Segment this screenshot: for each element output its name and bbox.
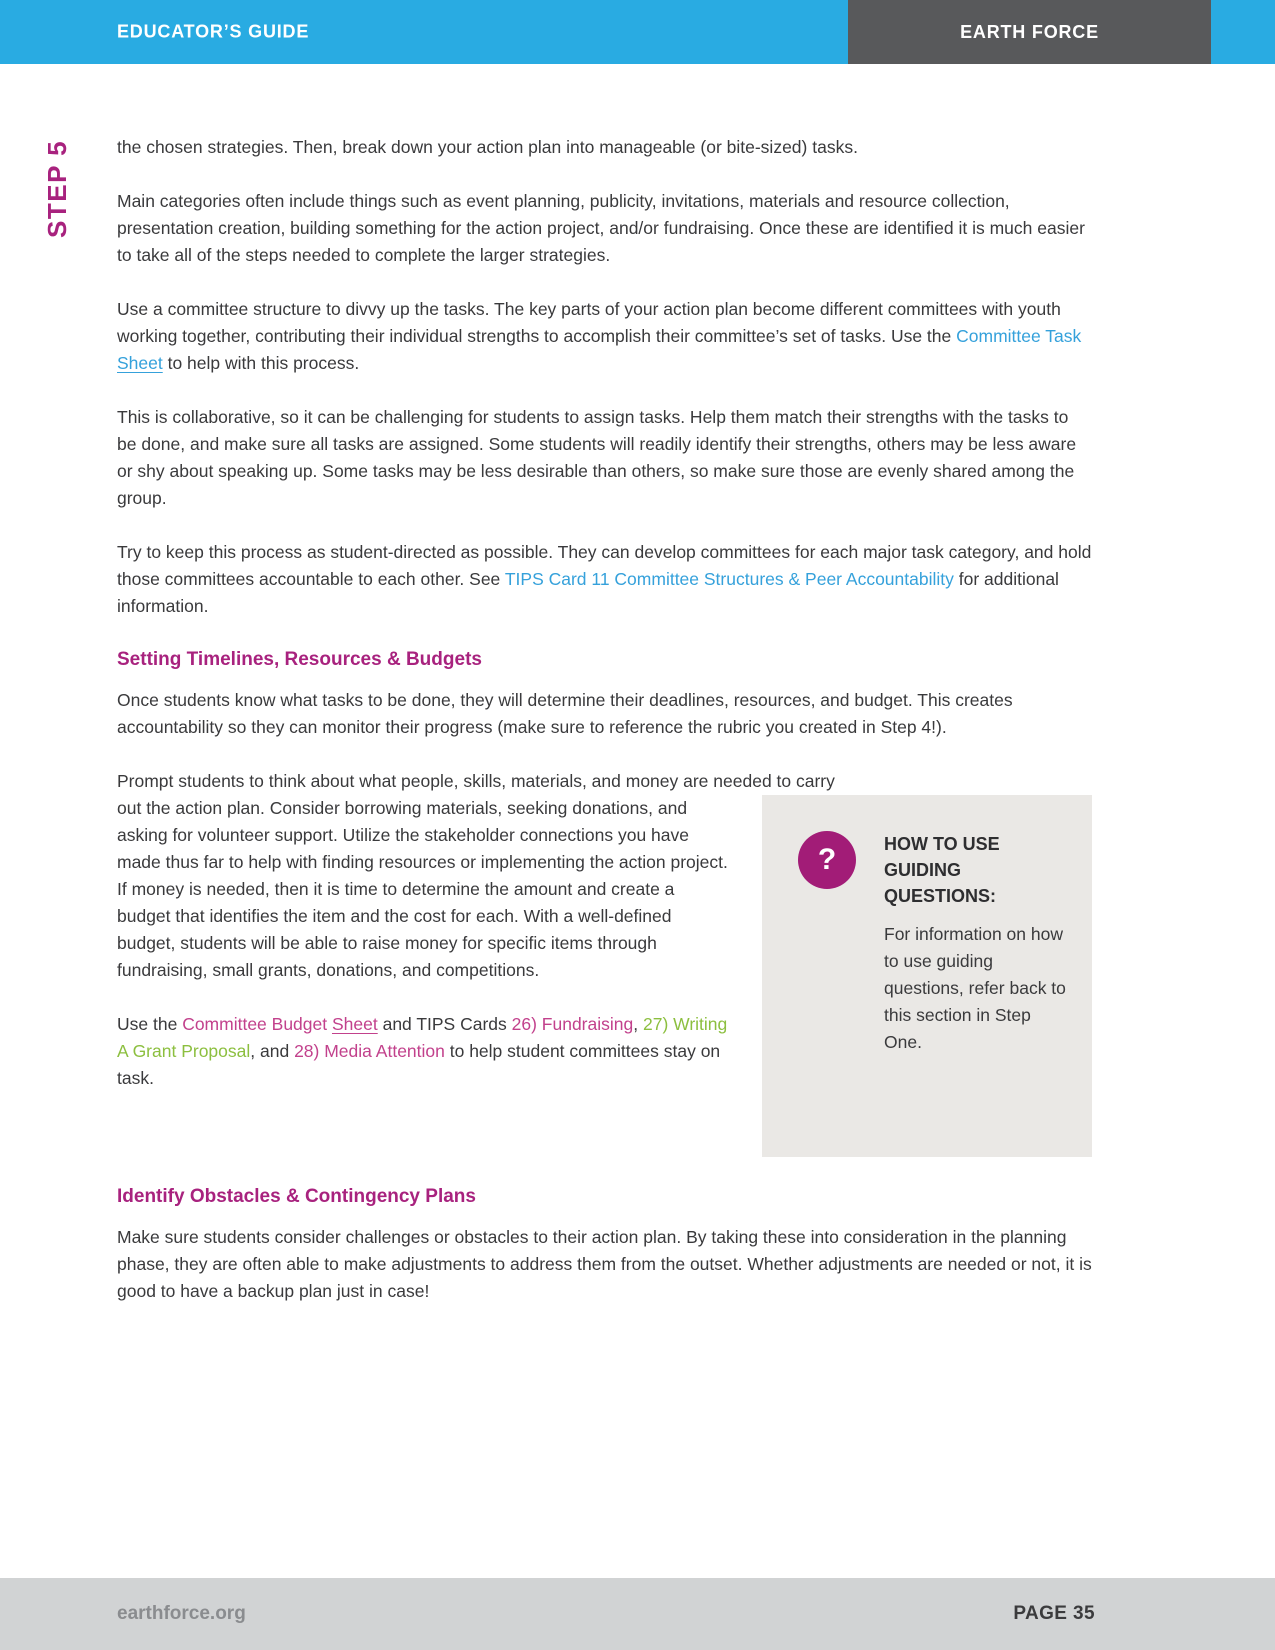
tips-card-26-fundraising-link[interactable]: 26) Fundraising [511, 1014, 634, 1034]
paragraph-prompt-rest: out the action plan. Consider borrowing materials, seeking donations, and asking for volunteer support. Utilize the stakeholder connections you have made thus far to help with finding resources or implementing the action project. If money is needed, then it is time to determine the amount and create a budget that identifies the item and the cost for each. With a well-defined budget, students will be able to raise money for specific items through fundraising, small grants, donations, and competitions. [117, 798, 728, 980]
paragraph-committee-budget-text: Use the [117, 1014, 183, 1034]
callout-text-column [884, 831, 1066, 1083]
paragraph-obstacles: Make sure students consider challenges or obstacles to their action plan. By taking these into consideration in the planning phase, they are often able to make adjustments to address them from the outset. Whether adjustments are needed or not, it is good to have a backup plan just in case! [117, 1227, 1092, 1301]
paragraph-student-directed-end: for additional information. [117, 569, 1059, 616]
committee-budget-link-text[interactable]: Committee Budget [182, 1014, 332, 1034]
paragraph-tips-cards-text: and TIPS Cards [377, 1014, 512, 1034]
question-mark-glyph: ? [817, 843, 837, 876]
committee-budget-sheet-underlined[interactable]: Sheet [331, 1014, 378, 1034]
paragraph-prompt-first-line: Prompt students to think about what people, skills, materials, and money are needed to carry [117, 771, 835, 791]
main-content [117, 134, 1092, 1332]
heading-setting-timelines: Setting Timelines, Resources & Budgets [117, 649, 482, 670]
question-mark-icon [798, 831, 856, 889]
callout-body: For information on how to use guiding questions, refer back to this section in Step One. [884, 924, 1066, 1052]
text-and-callout-row [117, 795, 1092, 1157]
paragraph-committee-budget-end: to help student committees stay on task. [117, 1041, 721, 1088]
paragraph-intro: the chosen strategies. Then, break down your action plan into manageable (or bite-sized) tasks. [117, 137, 858, 157]
tips-card-27-grant-proposal-link[interactable]: 27) Writing A Grant Proposal [117, 1014, 728, 1061]
callout-head [798, 831, 1066, 1083]
tips-card-28-media-attention-link[interactable]: 28) Media Attention [294, 1041, 445, 1061]
heading-identify-obstacles: Identify Obstacles & Contingency Plans [117, 1186, 476, 1207]
paragraph-committee-structure-text: Use a committee structure to divvy up the tasks. The key parts of your action plan become different committees with youth working together, contributing their individual strengths to accomplish their committee’s set of tasks. Use the [117, 299, 1061, 346]
paragraph-collaborative: This is collaborative, so it can be challenging for students to assign tasks. Help them match their strengths with the tasks to be done, and make sure all tasks are assigned. Some students will readily identify their strengths, others may be less aware or shy about speaking up. Some tasks may be less desirable than others, so make sure those are evenly shared among the group. [117, 407, 1077, 508]
brand-label: EARTH FORCE [960, 21, 1099, 42]
page-header [0, 0, 1275, 64]
callout-title: HOW TO USE GUIDING QUESTIONS: [884, 834, 1000, 906]
paragraph-committee-budget [117, 1011, 729, 1092]
committee-task-sheet-underlined[interactable]: Sheet [117, 353, 163, 373]
and-separator: , and [250, 1041, 295, 1061]
tips-card-11-link[interactable]: TIPS Card 11 Committee Structures & Peer Accountability [504, 569, 954, 589]
footer-site-url: earthforce.org [117, 1603, 246, 1624]
committee-task-link-text[interactable]: Committee Task [956, 326, 1082, 346]
brand-box [848, 0, 1211, 64]
paragraph-committee-structure-end: to help with this process. [162, 353, 360, 373]
paragraph-committee-structure [117, 296, 1092, 377]
paragraph-deadlines-budget: Once students know what tasks to be done, they will determine their deadlines, resources, and budget. This creates accountability so they can monitor their progress (make sure to reference the rubric you created in Step 4!). [117, 690, 1013, 737]
committee-budget-sheet-link[interactable] [182, 1014, 378, 1034]
paragraph-main-categories: Main categories often include things such as event planning, publicity, invitations, materials and resource collection, presentation creation, building something for the action project, and/or fundraising. Once these are identified it is much easier to take all of the steps needed to complete the larger strategies. [117, 191, 1085, 265]
header-title: EDUCATOR’S GUIDE [117, 21, 310, 42]
wrapped-text-column [117, 795, 729, 1157]
page-footer [0, 1578, 1275, 1650]
guiding-questions-callout [762, 795, 1092, 1157]
footer-page-number: PAGE 35 [1013, 1603, 1095, 1624]
paragraph-student-directed-text: Try to keep this process as student-directed as possible. They can develop committees for each major task category, and hold those committees accountable to each other. See [117, 542, 1092, 589]
comma-separator: , [633, 1014, 643, 1034]
paragraph-student-directed [117, 539, 1092, 620]
step-label: STEP 5 [42, 139, 72, 238]
